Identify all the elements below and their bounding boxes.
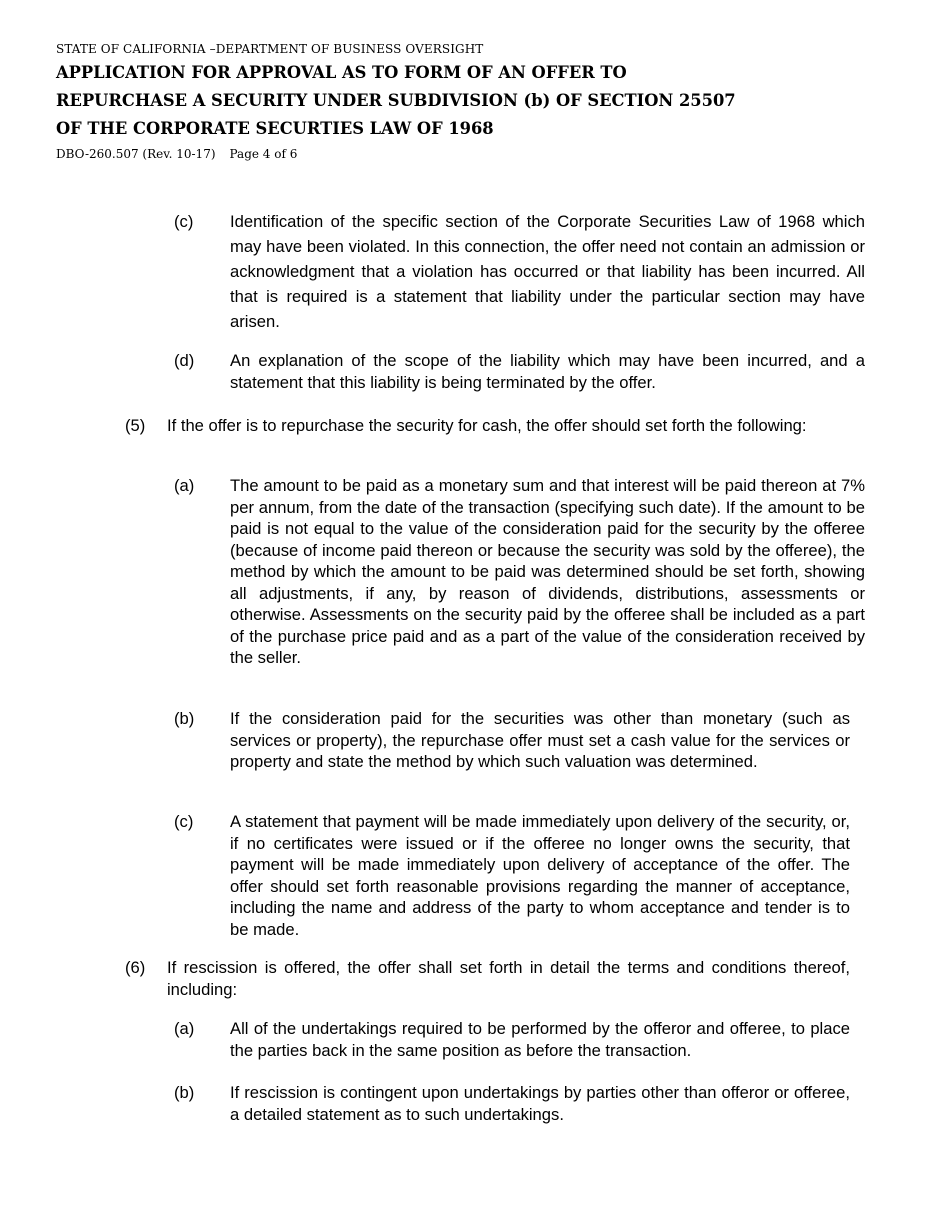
item-text: If rescission is contingent upon undertakings by parties other than offeror or offeree, a detailed statement as to such undertakings. — [230, 1083, 850, 1124]
item-label: (6) — [125, 958, 146, 977]
item-text: All of the undertakings required to be performed by the offeror and offeree, to place the parties back in the same position as before the transaction. — [230, 1019, 850, 1060]
item-label: (a) — [174, 1019, 195, 1038]
page-number: Page 4 of 6 — [229, 147, 298, 161]
document-header — [56, 41, 736, 162]
item-text: If the consideration paid for the securities was other than monetary (such as services or property), the repurchase offer must set a cash value for the services or property and state the method by which such valuation was determined. — [230, 709, 850, 771]
form-number: DBO-260.507 (Rev. 10-17) — [56, 147, 216, 161]
form-title-line-2: REPURCHASE A SECURITY UNDER SUBDIVISION (b) OF SECTION 25507 — [56, 91, 736, 110]
item-label: (b) — [174, 709, 195, 728]
item-label: (a) — [174, 476, 195, 495]
item-label: (d) — [174, 351, 195, 370]
item-text: The amount to be paid as a monetary sum and that interest will be paid thereon at 7% per annum, from the date of the transaction (specifying such date). If the amount to be paid is not equal to the value of the consideration paid for the security by the offeree (because of income paid thereon or because the security was sold by the offeree), the method by which the amount to be paid was determined should be set forth, showing all adjustments, if any, by reason of dividends, distributions, assessments or otherwise. Assessments on the security paid by the offeree shall be included as a part of the purchase price paid and as a part of the value of the consideration received by the seller. — [230, 476, 865, 667]
item-text: If rescission is offered, the offer shall set forth in detail the terms and conditions thereof, including: — [167, 958, 850, 999]
item-label: (b) — [174, 1083, 195, 1102]
form-title-line-1: APPLICATION FOR APPROVAL AS TO FORM OF AN OFFER TO — [56, 63, 627, 82]
item-text: If the offer is to repurchase the security for cash, the offer should set forth the following: — [167, 416, 807, 435]
item-text: Identification of the specific section of the Corporate Securities Law of 1968 which may have been violated. In this connection, the offer need not contain an admission or acknowledgment that a violation has occurred or that liability has been incurred. All that is required is a statement that liability under the particular section may have arisen. — [230, 212, 865, 331]
item-text: An explanation of the scope of the liability which may have been incurred, and a statement that this liability is being terminated by the offer. — [230, 351, 865, 392]
item-label: (c) — [174, 812, 194, 831]
form-title-line-3: OF THE CORPORATE SECURTIES LAW OF 1968 — [56, 119, 494, 138]
item-label: (5) — [125, 416, 146, 435]
department-name: STATE OF CALIFORNIA –DEPARTMENT OF BUSINESS OVERSIGHT — [56, 42, 484, 56]
item-label: (c) — [174, 212, 194, 231]
item-text: A statement that payment will be made immediately upon delivery of the security, or, if no certificates were issued or if the offeree no longer owns the security, that payment will be made immediately upon delivery of acceptance of the offer. The offer should set forth reasonable provisions regarding the manner of acceptance, including the name and address of the party to whom acceptance and tender is to be made. — [230, 812, 850, 939]
form-info — [56, 146, 736, 162]
